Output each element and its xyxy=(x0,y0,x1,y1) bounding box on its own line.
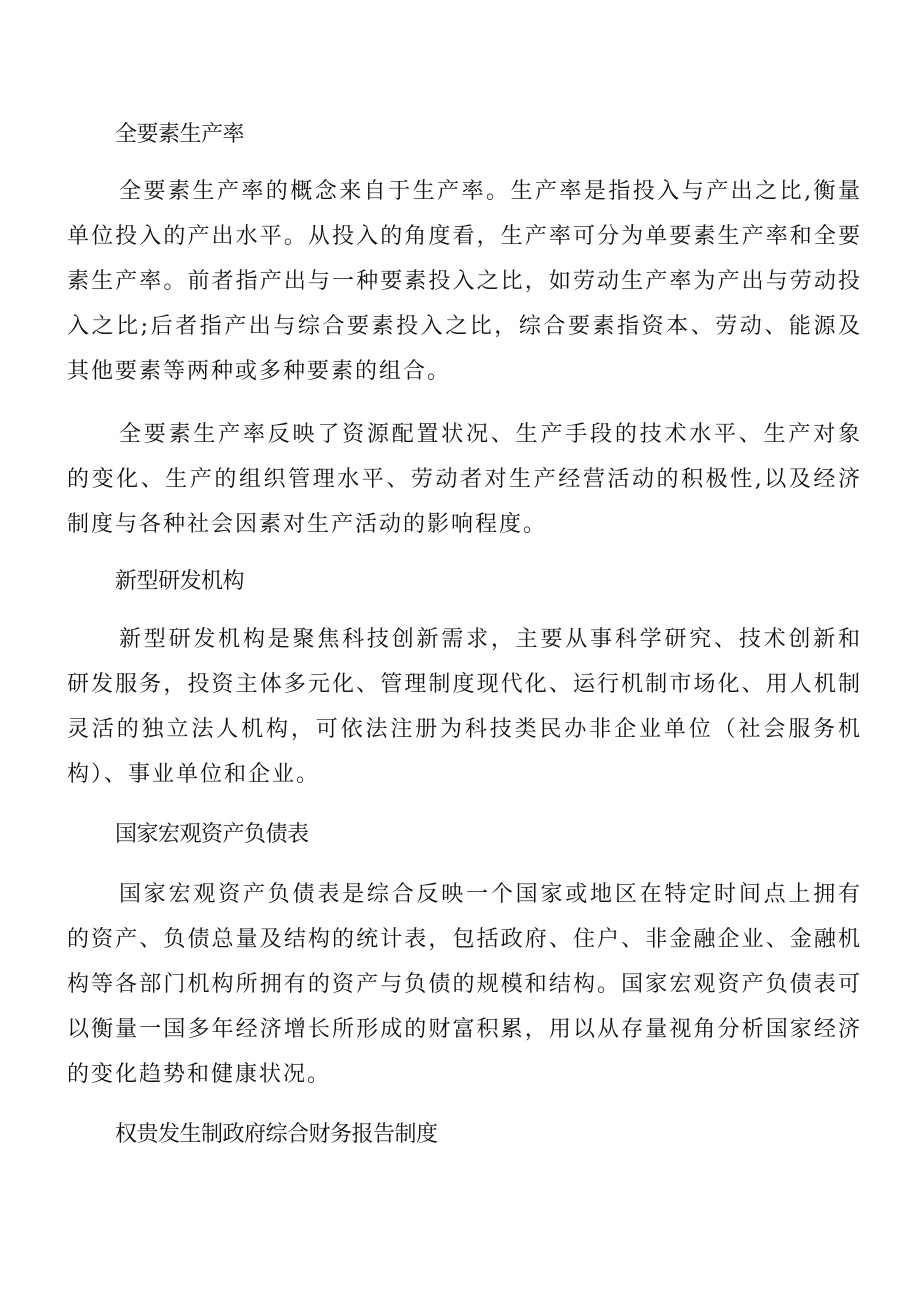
paragraph-new-rd-institutions: 新型研发机构是聚焦科技创新需求，主要从事科学研究、技术创新和研发服务，投资主体多元化、管理制度现代化、运行机制市场化、用人机制灵活的独立法人机构，可依法注册为科技类民办非企业单位（社会服务机构）、事业单位和企业。 xyxy=(67,627,862,787)
section-heading-new-rd-institutions: 新型研发机构 xyxy=(115,569,245,594)
section-heading-national-balance-sheet: 国家宏观资产负债表 xyxy=(115,822,309,847)
section-heading-tfp: 全要素生产率 xyxy=(115,122,245,147)
paragraph-tfp-reflects: 全要素生产率反映了资源配置状况、生产手段的技术水平、生产对象的变化、生产的组织管理水平、劳动者对生产经营活动的积极性,以及经济制度与各种社会因素对生产活动的影响程度。 xyxy=(67,422,862,537)
section-heading-accrual-financial-report: 权贵发生制政府综合财务报告制度 xyxy=(115,1122,438,1147)
paragraph-tfp-definition: 全要素生产率的概念来自于生产率。生产率是指投入与产出之比,衡量单位投入的产出水平。从投入的角度看，生产率可分为单要素生产率和全要素生产率。前者指产出与一种要素投入之比，如劳动生产率为产出与劳动投入之比;后者指产出与综合要素投入之比，综合要素指资本、劳动、能源及其他要素等两种或多种要素的组合。 xyxy=(67,179,862,384)
paragraph-national-balance-sheet: 国家宏观资产负债表是综合反映一个国家或地区在特定时间点上拥有的资产、负债总量及结构的统计表，包括政府、住户、非金融企业、金融机构等各部门机构所拥有的资产与负债的规模和结构。国家宏观资产负债表可以衡量一国多年经济增长所形成的财富积累，用以从存量视角分析国家经济的变化趋势和健康状况。 xyxy=(67,882,862,1087)
